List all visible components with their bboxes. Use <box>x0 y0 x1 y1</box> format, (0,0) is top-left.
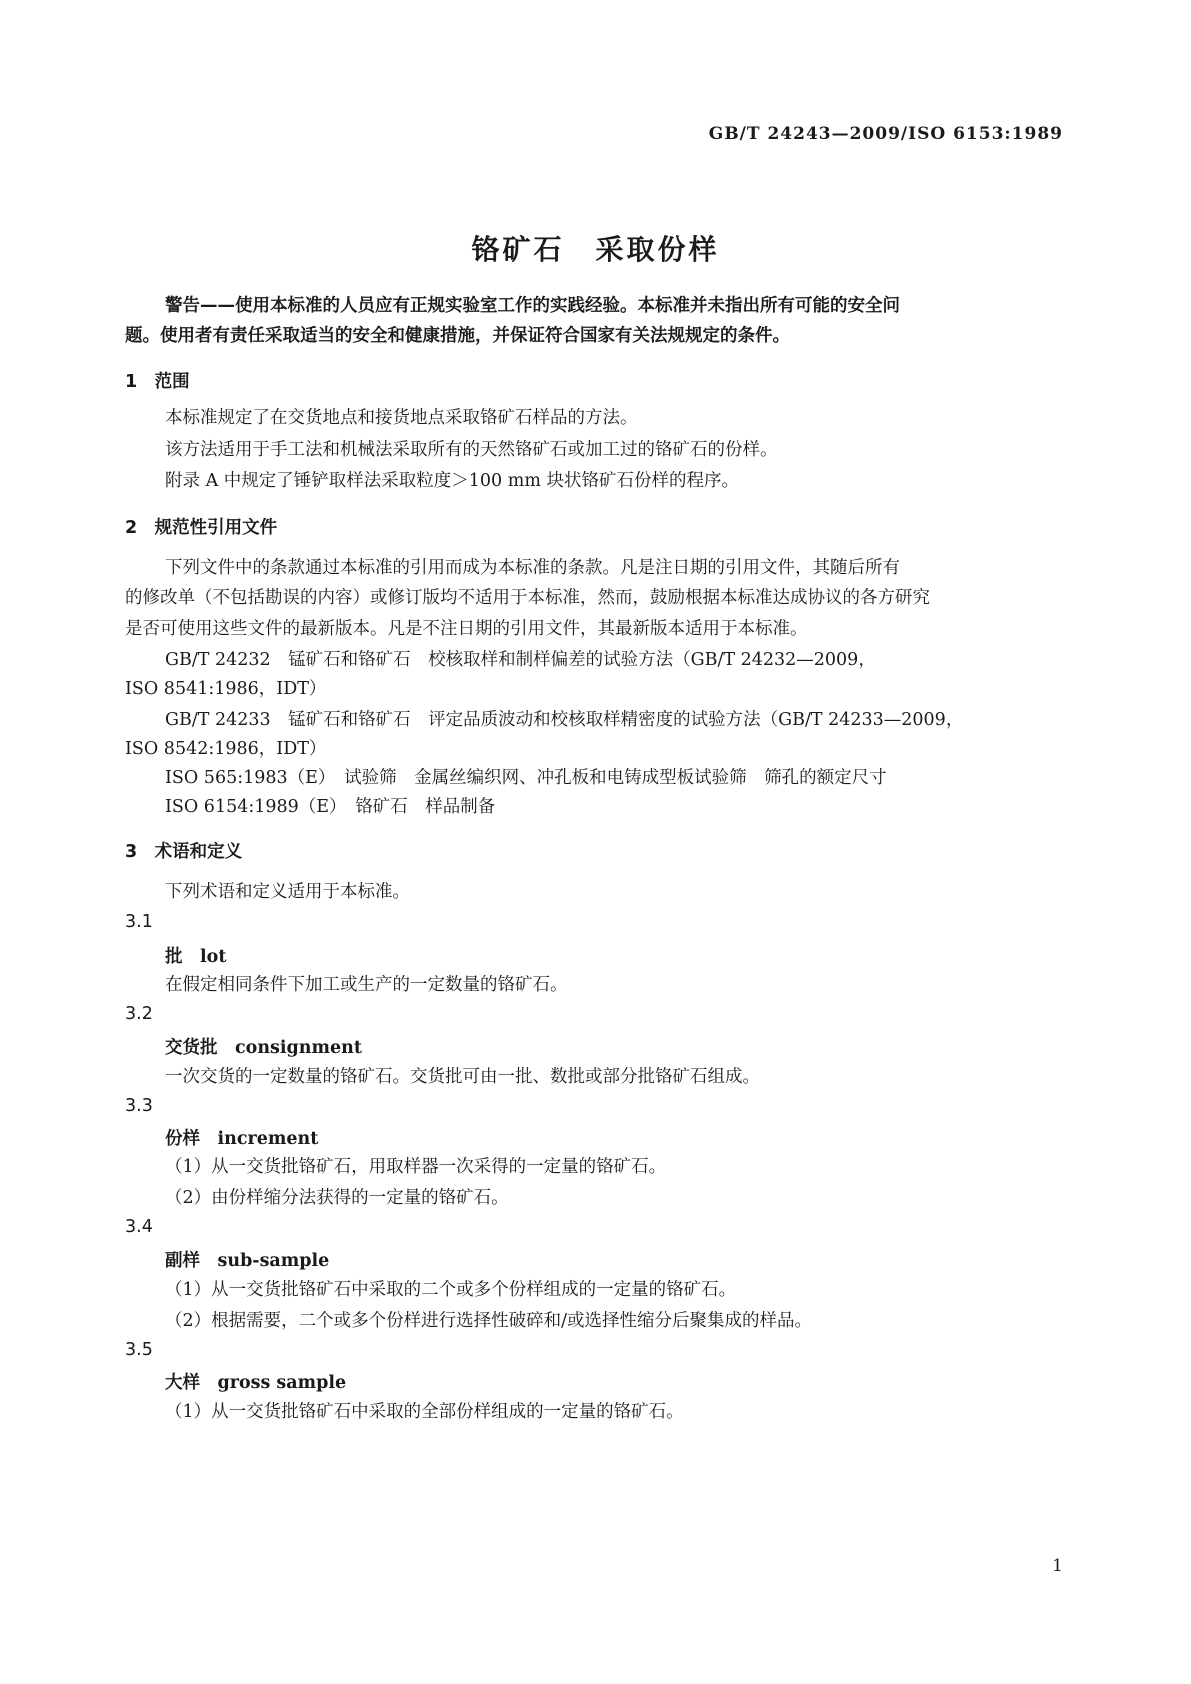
section-1-heading: 1 范围 <box>125 372 190 392</box>
clause-number: 3.1 <box>125 912 153 932</box>
section-3-intro: 下列术语和定义适用于本标准。 <box>165 882 410 902</box>
term-definition: （2）由份样缩分法获得的一定量的铬矿石。 <box>165 1188 509 1208</box>
reference-item: ISO 8542:1986，IDT） <box>125 739 327 759</box>
term-title: 份样 increment <box>165 1129 319 1149</box>
section-2-intro: 的修改单（不包括勘误的内容）或修订版均不适用于本标准，然而，鼓励根据本标准达成协议的各方研究 <box>125 588 930 608</box>
term-definition: 在假定相同条件下加工或生产的一定数量的铬矿石。 <box>165 975 568 995</box>
term-title: 副样 sub-sample <box>165 1251 330 1271</box>
warning-line-1: 警告——使用本标准的人员应有正规实验室工作的实践经验。本标准并未指出所有可能的安全问 <box>165 296 900 316</box>
reference-item: GB/T 24233 锰矿石和铬矿石 评定品质波动和校核取样精密度的试验方法（GB/T 24233—2009， <box>165 710 964 730</box>
page-title: 铬矿石 采取份样 <box>471 233 720 266</box>
term-definition: （1）从一交货批铬矿石中采取的二个或多个份样组成的一定量的铬矿石。 <box>165 1280 737 1300</box>
section-1-paragraph: 该方法适用于手工法和机械法采取所有的天然铬矿石或加工过的铬矿石的份样。 <box>165 440 778 460</box>
standard-code: GB/T 24243—2009/ISO 6153:1989 <box>708 124 1063 144</box>
section-2-intro: 下列文件中的条款通过本标准的引用而成为本标准的条款。凡是注日期的引用文件，其随后所有 <box>165 558 900 578</box>
reference-item: ISO 565:1983（E） 试验筛 金属丝编织网、冲孔板和电铸成型板试验筛 筛孔的额定尺寸 <box>165 768 887 788</box>
clause-number: 3.2 <box>125 1004 153 1024</box>
section-2-intro: 是否可使用这些文件的最新版本。凡是不注日期的引用文件，其最新版本适用于本标准。 <box>125 619 808 639</box>
term-title: 大样 gross sample <box>165 1373 347 1393</box>
page-number: 1 <box>1052 1556 1063 1576</box>
term-definition: 一次交货的一定数量的铬矿石。交货批可由一批、数批或部分批铬矿石组成。 <box>165 1067 760 1087</box>
term-definition: （1）从一交货批铬矿石，用取样器一次采得的一定量的铬矿石。 <box>165 1157 667 1177</box>
section-3-heading: 3 术语和定义 <box>125 842 243 862</box>
warning-line-2: 题。使用者有责任采取适当的安全和健康措施，并保证符合国家有关法规规定的条件。 <box>125 326 790 346</box>
clause-number: 3.4 <box>125 1217 153 1237</box>
clause-number: 3.5 <box>125 1340 153 1360</box>
reference-item: ISO 8541:1986，IDT） <box>125 679 327 699</box>
term-definition: （2）根据需要，二个或多个份样进行选择性破碎和/或选择性缩分后聚集成的样品。 <box>165 1311 813 1331</box>
section-1-paragraph: 本标准规定了在交货地点和接货地点采取铬矿石样品的方法。 <box>165 408 638 428</box>
reference-item: GB/T 24232 锰矿石和铬矿石 校核取样和制样偏差的试验方法（GB/T 24232—2009， <box>165 650 876 670</box>
term-title: 批 lot <box>165 947 227 967</box>
reference-item: ISO 6154:1989（E） 铬矿石 样品制备 <box>165 797 496 817</box>
term-definition: （1）从一交货批铬矿石中采取的全部份样组成的一定量的铬矿石。 <box>165 1402 684 1422</box>
section-1-paragraph: 附录 A 中规定了锤铲取样法采取粒度＞100 mm 块状铬矿石份样的程序。 <box>165 471 739 491</box>
term-title: 交货批 consignment <box>165 1038 362 1058</box>
section-2-heading: 2 规范性引用文件 <box>125 518 278 538</box>
clause-number: 3.3 <box>125 1096 153 1116</box>
